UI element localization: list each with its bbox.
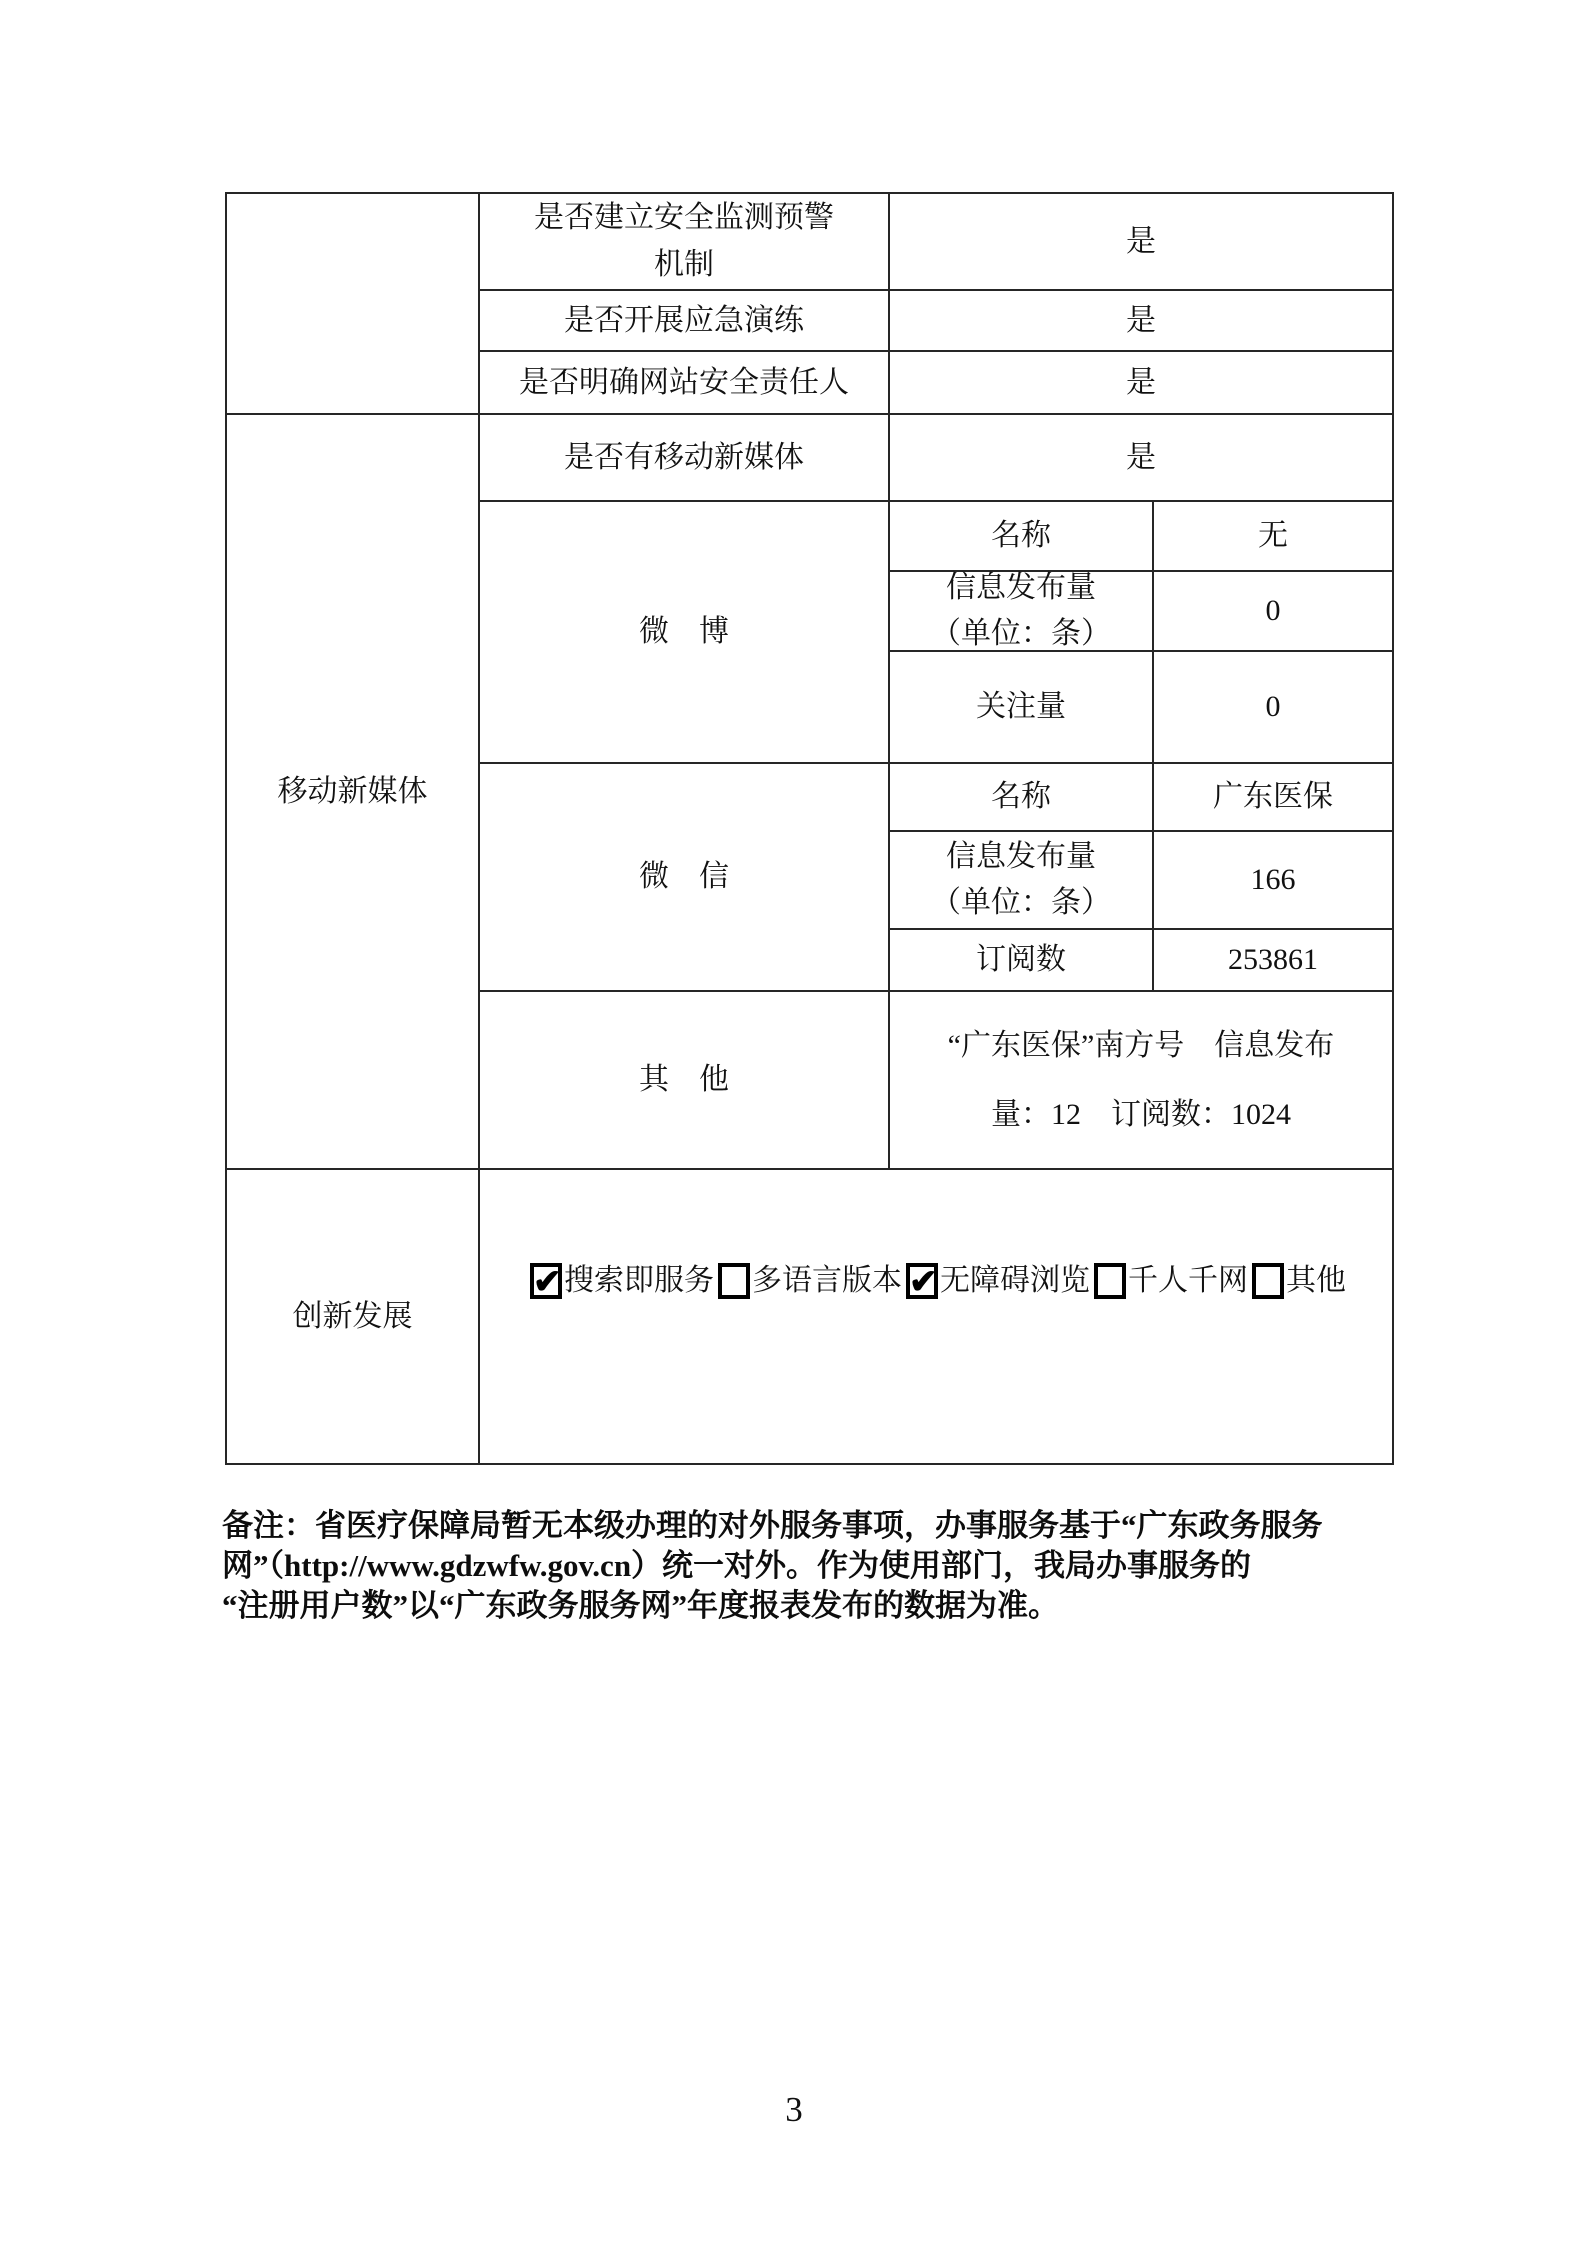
remark-paragraph — [222, 1506, 1402, 1626]
innovation-option-accessibility — [902, 1259, 1090, 1303]
weibo-name-value: 无 — [1154, 502, 1394, 572]
innovation-options-cell — [480, 1170, 1394, 1465]
has-mobile-media-value: 是 — [890, 415, 1394, 502]
innovation-option-multilingual — [714, 1259, 902, 1303]
weibo-followers-value: 0 — [1154, 652, 1394, 764]
weibo-posts-label-line2: （单位：条） — [931, 617, 1111, 650]
wechat-posts-label-line2: （单位：条） — [931, 886, 1111, 919]
checkbox-label: 其他 — [1286, 1263, 1346, 1297]
security-answer-responsible-person: 是 — [890, 352, 1394, 415]
innovation-option-search-as-service — [526, 1259, 714, 1303]
security-question-drill: 是否开展应急演练 — [480, 291, 890, 352]
checkbox-label: 多语言版本 — [752, 1263, 902, 1297]
security-question-monitoring-line1: 是否建立安全监测预警 — [534, 201, 834, 234]
checkbox-label: 搜索即服务 — [564, 1263, 714, 1297]
mobile-media-section-label: 移动新媒体 — [227, 415, 480, 1170]
checkbox-label: 无障碍浏览 — [940, 1263, 1090, 1297]
page-number: 3 — [785, 2090, 803, 2129]
weibo-followers-label: 关注量 — [890, 652, 1154, 764]
wechat-name-value: 广东医保 — [1154, 764, 1394, 832]
checkbox-icon — [1252, 1263, 1284, 1299]
report-table — [225, 192, 1394, 1465]
security-section-spanner-cell — [227, 194, 480, 415]
checkbox-label: 千人千网 — [1128, 1263, 1248, 1297]
weibo-posts-label — [890, 572, 1154, 652]
innovation-option-other — [1248, 1259, 1346, 1303]
remark-line-3: “注册用户数”以“广东政务服务网”年度报表发布的数据为准。 — [222, 1588, 1059, 1623]
innovation-section-label: 创新发展 — [227, 1170, 480, 1465]
wechat-posts-label-line1: 信息发布量 — [946, 839, 1096, 873]
wechat-posts-value: 166 — [1154, 832, 1394, 930]
weibo-name-label: 名称 — [890, 502, 1154, 572]
weibo-label: 微 博 — [480, 502, 890, 764]
innovation-option-personalization — [1090, 1259, 1248, 1303]
security-answer-drill: 是 — [890, 291, 1394, 352]
other-media-value-line1: “广东医保”南方号 信息发布 — [947, 1029, 1335, 1062]
wechat-posts-label — [890, 832, 1154, 930]
checkbox-icon — [718, 1263, 750, 1299]
security-answer-monitoring: 是 — [890, 194, 1394, 291]
weibo-posts-value: 0 — [1154, 572, 1394, 652]
remark-line-2: 网”（http://www.gdzwfw.gov.cn）统一对外。作为使用部门，我局办事服务的 — [222, 1548, 1252, 1583]
wechat-subscribers-value: 253861 — [1154, 930, 1394, 992]
wechat-name-label: 名称 — [890, 764, 1154, 832]
checkbox-icon — [530, 1263, 562, 1299]
wechat-label: 微 信 — [480, 764, 890, 992]
other-media-value — [890, 992, 1394, 1170]
other-media-value-line2: 量：12 订阅数：1024 — [991, 1098, 1291, 1131]
weibo-posts-label-line1: 信息发布量 — [946, 570, 1096, 604]
security-question-monitoring-line2: 机制 — [654, 247, 714, 281]
security-question-monitoring — [480, 194, 890, 291]
wechat-subscribers-label: 订阅数 — [890, 930, 1154, 992]
checkbox-icon — [906, 1263, 938, 1299]
checkbox-icon — [1094, 1263, 1126, 1299]
has-mobile-media-label: 是否有移动新媒体 — [480, 415, 890, 502]
remark-line-1: 备注：省医疗保障局暂无本级办理的对外服务事项，办事服务基于“广东政务服务 — [222, 1508, 1323, 1543]
other-media-label: 其 他 — [480, 992, 890, 1170]
security-question-responsible-person: 是否明确网站安全责任人 — [480, 352, 890, 415]
